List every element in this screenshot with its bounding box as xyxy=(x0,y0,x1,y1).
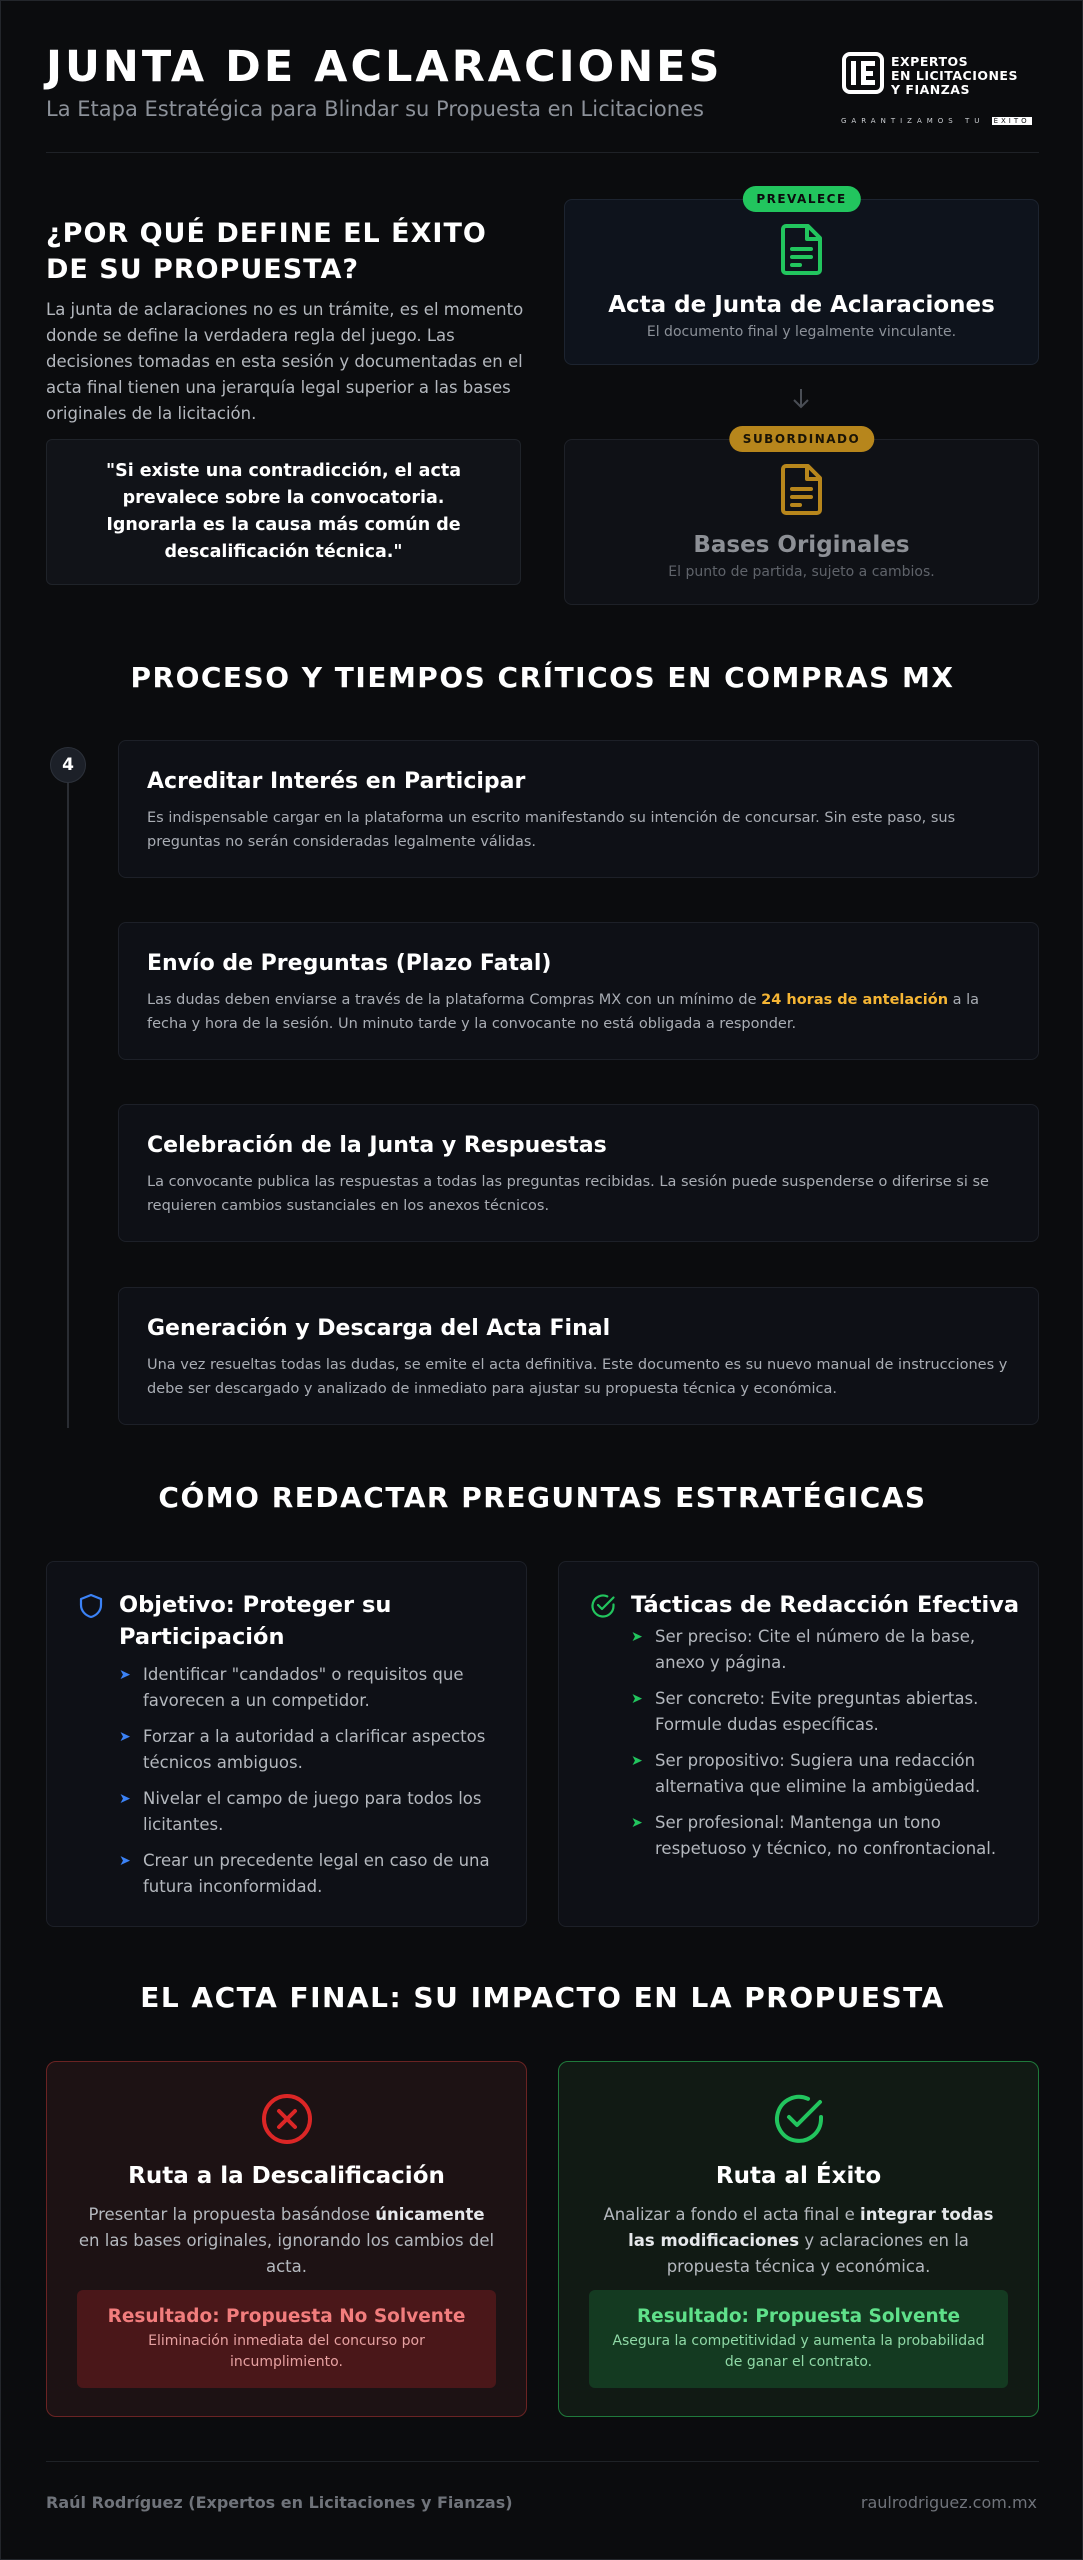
success-card xyxy=(558,2061,1039,2417)
step-title: Envío de Preguntas (Plazo Fatal) xyxy=(147,951,552,976)
timeline-line xyxy=(67,766,69,1428)
result-box xyxy=(77,2290,496,2388)
check-circle-icon xyxy=(772,2092,826,2146)
disqualification-body: Presentar la propuesta basándose únicamente en las bases originales, ignorando los cambios del acta. xyxy=(78,2205,495,2276)
acta-card xyxy=(564,192,1039,365)
logo-mark-icon xyxy=(841,51,885,95)
success-body: Analizar a fondo el acta final e integrar todas las modificaciones y aclaraciones en la propuesta técnica y económica. xyxy=(603,2205,994,2276)
list-item: ➤ Nivelar el campo de juego para todos los licitantes. xyxy=(119,1786,499,1838)
arrow-bullet-icon: ➤ xyxy=(631,1815,643,1831)
arrow-bullet-icon: ➤ xyxy=(119,1791,131,1807)
list-item: ➤ Ser concreto: Evite preguntas abiertas. Formule dudas específicas. xyxy=(631,1686,1011,1738)
tactics-list xyxy=(631,1624,1011,1872)
disqualification-title: Ruta a la Descalificación xyxy=(128,2163,445,2189)
tactics-title: Tácticas de Redacción Efectiva xyxy=(631,1592,1020,1618)
bases-card-subtitle: El punto de partida, sujeto a cambios. xyxy=(668,564,935,580)
prevalece-badge: PREVALECE xyxy=(742,186,860,212)
x-circle-icon xyxy=(260,2092,314,2146)
list-item: ➤ Crear un precedente legal en caso de una futura inconformidad. xyxy=(119,1848,499,1900)
logo-wordmark: EXPERTOS EN LICITACIONES Y FIANZAS xyxy=(891,54,1018,97)
process-step xyxy=(118,922,1039,1060)
list-item: ➤ Identificar "candados" o requisitos que favorecen a un competidor. xyxy=(119,1662,499,1714)
process-step xyxy=(118,740,1039,878)
footer-site-link[interactable]: raulrodriguez.com.mx xyxy=(860,2493,1037,2512)
process-step xyxy=(118,1287,1039,1425)
objective-list xyxy=(119,1662,499,1910)
disqualification-card xyxy=(46,2061,527,2417)
logo-tagline: GARANTIZAMOS TU ÉXITO xyxy=(841,117,1030,125)
impact-heading: EL ACTA FINAL: SU IMPACTO EN LA PROPUESTA xyxy=(140,1981,945,2014)
list-item: ➤ Forzar a la autoridad a clarificar aspectos técnicos ambiguos. xyxy=(119,1724,499,1776)
step-description: Las dudas deben enviarse a través de la plataforma Compras MX con un mínimo de 24 horas de antelación a la fecha y hora de la sesión. Un minuto tarde y la convocante no está obligada a responder. xyxy=(147,992,980,1032)
step-title: Acreditar Interés en Participar xyxy=(147,769,526,794)
tactics-card xyxy=(558,1561,1039,1927)
footer-author: Raúl Rodríguez (Expertos en Licitaciones y Fianzas) xyxy=(46,2493,513,2512)
arrow-bullet-icon: ➤ xyxy=(631,1629,643,1645)
deadline-highlight: 24 horas de antelación xyxy=(761,992,949,1008)
step-title: Celebración de la Junta y Respuestas xyxy=(147,1133,607,1158)
brand-logo xyxy=(841,51,1039,125)
check-circle-icon xyxy=(589,1592,617,1620)
result-subtitle: Eliminación inmediata del concurso por incumplimiento. xyxy=(148,2333,425,2370)
arrow-down-icon xyxy=(791,387,811,411)
header xyxy=(46,41,1039,153)
document-icon xyxy=(780,222,824,276)
result-subtitle: Asegura la competitividad y aumenta la probabilidad de ganar el contrato. xyxy=(612,2333,985,2370)
step-description: Es indispensable cargar en la plataforma un escrito manifestando su intención de concursar. Sin este paso, sus preguntas no serán consideradas legalmente válidas. xyxy=(147,810,956,850)
subordinado-badge: SUBORDINADO xyxy=(729,426,874,452)
timeline-step-badge: 4 xyxy=(50,747,86,783)
result-title: Resultado: Propuesta Solvente xyxy=(636,2306,961,2327)
arrow-bullet-icon: ➤ xyxy=(119,1729,131,1745)
list-item: ➤ Ser propositivo: Sugiera una redacción alternativa que elimine la ambigüedad. xyxy=(631,1748,1011,1800)
step-description: Una vez resueltas todas las dudas, se emite el acta definitiva. Este documento es su nuevo manual de instrucciones y debe ser descargado y analizado de inmediato para ajustar su propuesta técnica y económica. xyxy=(147,1357,1008,1397)
process-step xyxy=(118,1104,1039,1242)
page-title: JUNTA DE ACLARACIONES xyxy=(46,42,723,92)
success-title: Ruta al Éxito xyxy=(715,2163,882,2189)
arrow-bullet-icon: ➤ xyxy=(119,1667,131,1683)
list-item: ➤ Ser profesional: Mantenga un tono respetuoso y técnico, no confrontacional. xyxy=(631,1810,1011,1862)
objective-card xyxy=(46,1561,527,1927)
acta-card-title: Acta de Junta de Aclaraciones xyxy=(608,292,995,318)
objective-title: Objetivo: Proteger su Participación xyxy=(119,1592,392,1650)
document-icon xyxy=(780,462,824,516)
step-title: Generación y Descarga del Acta Final xyxy=(147,1316,611,1341)
result-title: Resultado: Propuesta No Solvente xyxy=(107,2306,466,2327)
arrow-bullet-icon: ➤ xyxy=(119,1853,131,1869)
footer-divider xyxy=(46,2461,1039,2462)
strategy-heading: CÓMO REDACTAR PREGUNTAS ESTRATÉGICAS xyxy=(158,1481,927,1514)
why-heading: ¿POR QUÉ DEFINE EL ÉXITO DE SU PROPUESTA? xyxy=(46,218,487,285)
arrow-bullet-icon: ➤ xyxy=(631,1691,643,1707)
process-heading: PROCESO Y TIEMPOS CRÍTICOS EN COMPRAS MX xyxy=(130,661,955,694)
list-item: ➤ Ser preciso: Cite el número de la base, anexo y página. xyxy=(631,1624,1011,1676)
page-subtitle: La Etapa Estratégica para Blindar su Propuesta en Licitaciones xyxy=(46,97,704,121)
bases-card-title: Bases Originales xyxy=(693,532,910,558)
key-quote: "Si existe una contradicción, el acta prevalece sobre la convocatoria. Ignorarla es la causa más común de descalificación técnica." xyxy=(46,439,521,585)
result-box xyxy=(589,2290,1008,2388)
arrow-bullet-icon: ➤ xyxy=(631,1753,643,1769)
acta-card-subtitle: El documento final y legalmente vinculante. xyxy=(646,324,957,340)
bases-card xyxy=(564,432,1039,605)
step-description: La convocante publica las respuestas a todas las preguntas recibidas. La sesión puede suspenderse o diferirse si se requieren cambios sustanciales en los anexos técnicos. xyxy=(147,1174,989,1214)
why-body-text: La junta de aclaraciones no es un trámite, es el momento donde se define la verdadera regla del juego. Las decisiones tomadas en esta sesión y documentadas en el acta final tienen una jerarquía legal superior a las bases originales de la licitación. xyxy=(46,300,524,423)
shield-icon xyxy=(77,1592,105,1620)
